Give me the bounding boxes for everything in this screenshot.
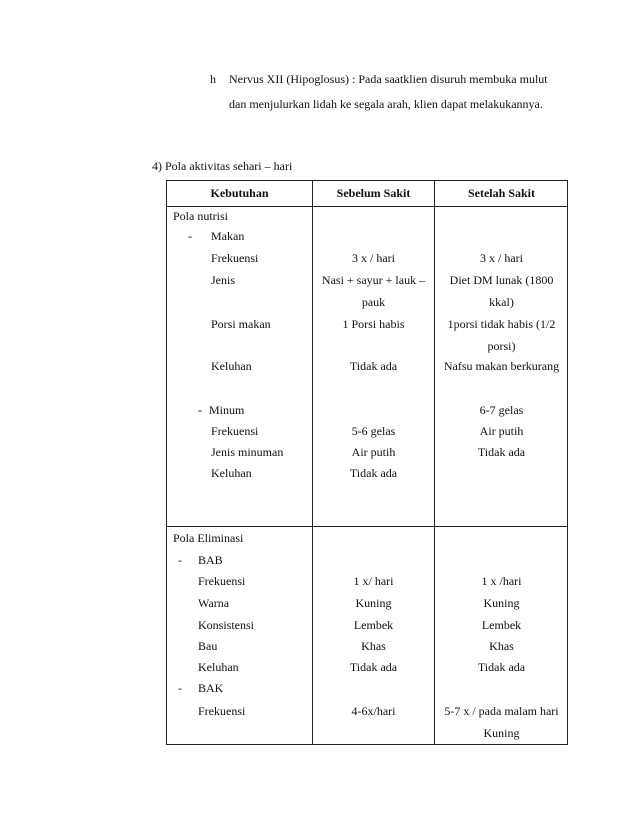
row-label: Konsistensi — [198, 618, 255, 632]
dash: - — [178, 681, 182, 695]
dash: - — [198, 403, 202, 417]
makan-label: Makan — [211, 229, 245, 243]
cell-after: Air putih — [479, 424, 524, 438]
bak-label: BAK — [198, 681, 224, 695]
cell-before: 3 x / hari — [352, 251, 395, 265]
dash: - — [178, 553, 182, 567]
row-label: Keluhan — [198, 660, 239, 674]
row-label: Frekuensi — [211, 424, 259, 438]
intro-text-line-1: Nervus XII (Hipoglosus) : Pada saatklien disuruh membuka mulut — [229, 72, 548, 86]
row-label: Keluhan — [211, 466, 252, 480]
cell-after: Tidak ada — [477, 660, 526, 674]
cell-before: Tidak ada — [349, 466, 398, 480]
cell-before: 1 Porsi habis — [342, 317, 405, 331]
row-label: Porsi makan — [211, 317, 271, 331]
nutrition-title: Pola nutrisi — [173, 209, 229, 223]
cell-after: 5-7 x / pada malam hari — [444, 704, 559, 718]
cell-after: Lembek — [481, 618, 522, 632]
row-label: Frekuensi — [211, 251, 259, 265]
section-heading: 4) Pola aktivitas sehari – hari — [152, 159, 293, 173]
cell-before: 1 x/ hari — [353, 574, 394, 588]
cell-after: Kuning — [483, 726, 520, 740]
row-label: Jenis minuman — [211, 445, 284, 459]
header-sebelum-sakit: Sebelum Sakit — [336, 186, 411, 200]
row-label: Frekuensi — [198, 574, 246, 588]
minum-label: Minum — [209, 403, 245, 417]
cell-after: 1porsi tidak habis (1/2 — [447, 317, 556, 331]
row-label: Warna — [198, 596, 230, 610]
activity-table — [166, 180, 568, 745]
cell-after: Nafsu makan berkurang — [443, 359, 560, 373]
cell-after: kkal) — [489, 295, 514, 309]
cell-before: pauk — [361, 295, 386, 309]
elimination-title: Pola Eliminasi — [173, 531, 244, 545]
header-divider — [167, 206, 567, 207]
bab-label: BAB — [198, 553, 223, 567]
row-label: Keluhan — [211, 359, 252, 373]
cell-before: Tidak ada — [349, 660, 398, 674]
dash: - — [188, 229, 192, 243]
cell-after: Khas — [489, 639, 514, 653]
row-label: Jenis — [211, 273, 235, 287]
cell-before: Lembek — [353, 618, 394, 632]
cell-before: 4-6x/hari — [351, 704, 396, 718]
row-divider — [167, 526, 567, 527]
cell-before: 5-6 gelas — [351, 424, 396, 438]
cell-before: Nasi + sayur + lauk – — [321, 273, 426, 287]
cell-after: Kuning — [483, 596, 520, 610]
cell-after: porsi) — [487, 339, 516, 353]
header-setelah-sakit: Setelah Sakit — [467, 186, 535, 200]
header-kebutuhan: Kebutuhan — [210, 186, 269, 200]
cell-after: 3 x / hari — [480, 251, 523, 265]
row-label: Bau — [198, 639, 218, 653]
cell-before: Khas — [361, 639, 386, 653]
cell-after: 6-7 gelas — [479, 403, 524, 417]
list-marker: h — [210, 72, 216, 86]
cell-after: Diet DM lunak (1800 — [449, 273, 554, 287]
cell-before: Air putih — [351, 445, 396, 459]
cell-after: Tidak ada — [477, 445, 526, 459]
cell-before: Tidak ada — [349, 359, 398, 373]
intro-text-line-2: dan menjulurkan lidah ke segala arah, klien dapat melakukannya. — [229, 97, 543, 111]
cell-after: 1 x /hari — [481, 574, 522, 588]
cell-before: Kuning — [355, 596, 392, 610]
row-label: Frekuensi — [198, 704, 246, 718]
